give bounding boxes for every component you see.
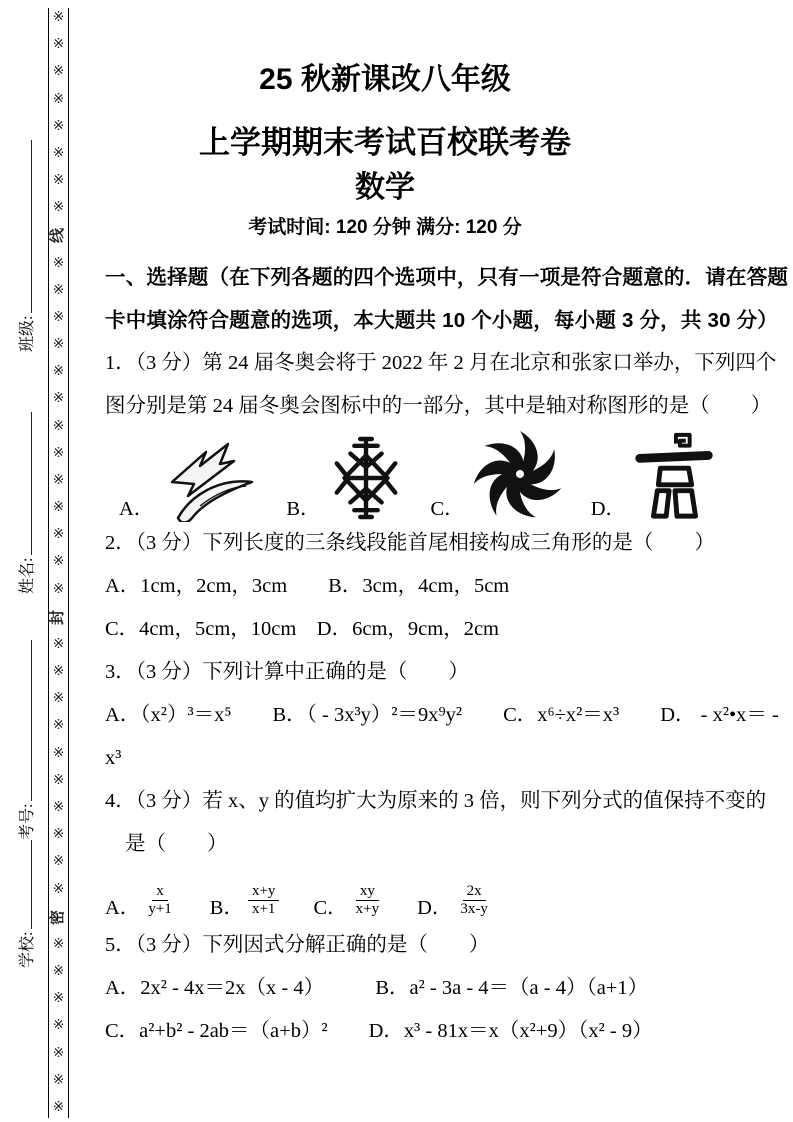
exam-body (105, 256, 789, 1053)
seal-symbol: ※ (52, 364, 65, 380)
field-name-label: 姓名: (19, 557, 36, 594)
seal-symbol: ※ (52, 309, 65, 325)
seal-symbol: ※ (52, 691, 65, 707)
seal-marker-char: 线 (49, 228, 66, 244)
q4-option-b-fraction (248, 883, 279, 918)
seal-line-strip (48, 8, 69, 1118)
fraction-numerator: x+y (248, 883, 279, 901)
fraction-numerator: xy (356, 883, 379, 901)
seal-symbol: ※ (52, 1045, 65, 1061)
seal-symbol: ※ (52, 91, 65, 107)
q4-option-a-fraction (144, 883, 175, 918)
seal-symbol: ※ (52, 173, 65, 189)
q5-options-line1: A．2x² - 4x＝2x（x - 4） B．a² - 3a - 4＝（a - 4）（a+1） (105, 977, 649, 999)
seal-symbol: ※ (52, 854, 65, 870)
exam-title-line1: 25 秋新课改八年级 (259, 63, 511, 96)
field-school (14, 840, 40, 968)
seal-symbol: ※ (52, 337, 65, 353)
seal-symbol: ※ (52, 10, 65, 25)
field-class-fill-line (17, 140, 32, 313)
seal-symbol: ※ (52, 964, 65, 980)
question-4 (105, 780, 770, 920)
q1-option-c (431, 430, 565, 522)
q1-option-a-label: A． (119, 498, 155, 520)
snowflake-emblem-icon (327, 434, 405, 522)
fraction-denominator: y+1 (148, 901, 172, 917)
q1-option-a (119, 440, 260, 522)
field-exam-number (14, 640, 40, 840)
inukshuk-emblem-icon (632, 428, 716, 522)
q4-option-d-label: D． (417, 897, 453, 919)
q1-figure-row (119, 428, 770, 522)
q4-option-d-fraction (456, 883, 492, 918)
seal-symbol: ※ (52, 799, 65, 815)
seal-symbol: ※ (52, 418, 65, 434)
field-school-fill-line (17, 840, 32, 929)
seal-symbol: ※ (52, 664, 65, 680)
seal-symbol: ※ (52, 936, 65, 952)
q4-stem-line2: 是（ ） (125, 833, 228, 855)
seal-symbol: ※ (52, 827, 65, 843)
field-school-label: 学校: (19, 931, 36, 968)
q1-option-b-label: B． (286, 498, 321, 520)
binding-margin (0, 0, 104, 1122)
fraction-denominator: 3x-y (460, 901, 488, 917)
q1-option-c-label: C． (430, 498, 465, 520)
seal-symbol: ※ (52, 581, 65, 597)
field-name (14, 412, 40, 594)
question-5 (105, 924, 770, 1053)
q1-option-b (286, 434, 404, 522)
q4-options-row (105, 868, 770, 920)
q1-stem-line2: 图分别是第 24 届冬奥会图标中的一部分，其中是轴对称图形的是（ ） (105, 395, 772, 417)
seal-symbol: ※ (52, 500, 65, 516)
q4-option-c (313, 883, 383, 920)
q1-option-d-label: D． (590, 498, 626, 520)
field-class (14, 140, 40, 352)
seal-symbol: ※ (52, 391, 65, 407)
seal-symbol: ※ (52, 527, 65, 543)
question-1 (105, 342, 777, 522)
q3-stem: 3．（3 分）下列计算中正确的是（ ） (105, 661, 469, 683)
seal-marker-char: 密 (49, 909, 66, 925)
fraction-numerator: 2x (463, 883, 486, 901)
seal-symbol: ※ (52, 881, 65, 897)
q3-options-line2: x³ (105, 747, 122, 769)
q5-stem: 5．（3 分）下列因式分解正确的是（ ） (105, 934, 490, 956)
seal-symbol: ※ (52, 145, 65, 161)
seal-symbol: ※ (52, 64, 65, 80)
q4-option-a (105, 883, 176, 920)
q2-options-line2: C．4cm，5cm，10cm D．6cm，9cm，2cm (105, 618, 499, 640)
subject-title: 数学 (355, 171, 415, 204)
field-exam-number-fill-line (17, 640, 32, 801)
question-3 (105, 651, 779, 780)
seal-symbol: ※ (52, 718, 65, 734)
seal-symbol: ※ (52, 255, 65, 271)
seal-symbol: ※ (52, 991, 65, 1007)
seal-symbol: ※ (52, 472, 65, 488)
exam-header (105, 62, 665, 240)
q4-option-d (417, 883, 492, 920)
seal-symbol: ※ (52, 1018, 65, 1034)
question-2 (105, 522, 770, 651)
section-heading-line1: 一、选择题（在下列各题的四个选项中，只有一项是符合题意的．请在答题 (105, 266, 789, 289)
seal-symbol: ※ (52, 1099, 65, 1115)
seal-symbol: ※ (52, 445, 65, 461)
exam-title-line2: 上学期期末考试百校联考卷 (199, 125, 571, 160)
q1-option-d (591, 428, 716, 522)
field-class-label: 班级: (19, 315, 36, 352)
seal-symbol: ※ (52, 554, 65, 570)
seal-marker-char: 封 (49, 609, 66, 625)
exam-info: 考试时间: 120 分钟 满分: 120 分 (248, 217, 522, 238)
seal-symbol: ※ (52, 282, 65, 298)
seal-symbol: ※ (52, 772, 65, 788)
seal-symbol: ※ (52, 636, 65, 652)
q4-option-b-label: B． (209, 897, 244, 919)
seal-symbol: ※ (52, 745, 65, 761)
section-heading-line2: 卡中填涂符合题意的选项，本大题共 10 个小题，每小题 3 分，共 30 分） (105, 309, 778, 332)
seal-symbol: ※ (52, 118, 65, 134)
seal-symbol: ※ (52, 37, 65, 53)
q1-stem-line1: 1．（3 分）第 24 届冬奥会将于 2022 年 2 月在北京和张家口举办，下列四个 (105, 352, 777, 374)
seal-symbol: ※ (52, 200, 65, 216)
exam-content (105, 0, 789, 1053)
q4-option-c-fraction (352, 883, 383, 918)
q2-options-line1: A．1cm，2cm，3cm B．3cm，4cm，5cm (105, 575, 510, 597)
q2-stem: 2．（3 分）下列长度的三条线段能首尾相接构成三角形的是（ ） (105, 532, 715, 554)
q4-option-b (210, 883, 280, 920)
q4-option-c-label: C． (313, 897, 348, 919)
q4-stem-line1: 4．（3 分）若 x、y 的值均扩大为原来的 3 倍，则下列分式的值保持不变的 (105, 790, 767, 812)
flower-emblem-icon (471, 430, 565, 522)
q4-option-a-label: A． (105, 897, 141, 919)
fraction-denominator: x+1 (251, 901, 276, 917)
field-name-fill-line (17, 412, 32, 555)
ski-emblem-icon (160, 440, 260, 522)
q3-options-line1: A．（x²）³＝x⁵ B．（ - 3x³y）²＝9x⁹y² C．x⁶÷x²＝x³ D． - x²•x＝ - (105, 704, 779, 726)
seal-symbol: ※ (52, 1072, 65, 1088)
q5-options-line2: C．a²+b² - 2ab＝（a+b）² D．x³ - 81x＝x（x²+9）（x² - 9） (105, 1020, 653, 1042)
fraction-numerator: x (152, 883, 168, 901)
fraction-denominator: x+y (355, 901, 380, 917)
field-exam-number-label: 考号: (19, 803, 36, 840)
